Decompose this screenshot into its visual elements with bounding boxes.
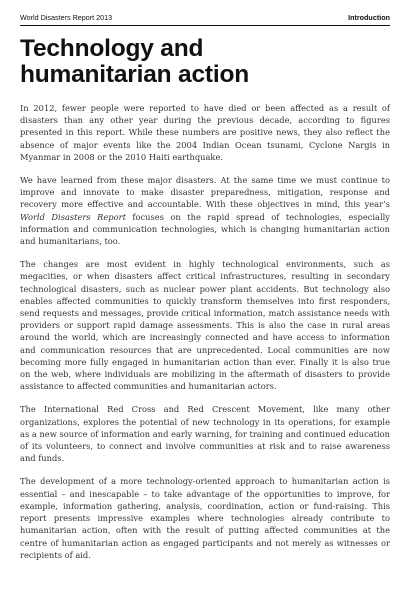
paragraph-2 [20, 174, 390, 247]
running-header [20, 13, 390, 26]
paragraph-1: In 2012, fewer people were reported to have died or been affected as a result of disasters than any other year during the previous decade, according to figures presented in this report. While these numbers are positive news, they also reflect the absence of major events like the 2004 Indian Ocean tsunami, Cyclone Nargis in Myanmar in 2008 or the 2010 Haiti earthquake. [20, 103, 390, 162]
paragraph-3: The changes are most evident in highly technological environments, such as megacities, or when disasters affect critical infrastructures, resulting in secondary technological disasters, such as nuclear power plant accidents. But technology also enables affected communities to quickly transform themselves into first responders, send requests and messages, provide critical information, match assistance needs with providers or support rapid damage assessments. This is also the case in rural areas around the world, which are increasingly connected and have access to information and communication resources that are unprecedented. Local communities are now becoming more fully engaged in humanitarian action than ever. Finally it is also true on the web, where individuals are mobilizing in the aftermath of disasters to provide assistance to affected communities and humanitarian actors. [20, 259, 390, 392]
page-title: Technology and humanitarian action [20, 35, 249, 88]
paragraph-2-end: focuses on the rapid spread of technologies, especially information and communication technologies, which is changing humanitarian action and humanitarians, too. [20, 211, 390, 247]
paragraph-5: The development of a more technology-oriented approach to humanitarian action is essential – and inescapable – to take advantage of the opportunities to improve, for example, information gathering, analysis, coordination, action or fund-raising. This report presents impressive examples where technologies already contribute to humanitarian action, often with the result of putting affected communities at the centre of humanitarian action as engaged participants and not merely as witnesses or recipients of aid. [20, 476, 390, 560]
body-text [20, 102, 390, 561]
report-page [20, 13, 390, 572]
report-title-italic: World Disasters Report [20, 211, 126, 222]
paragraph-2-start: We have learned from these major disasters. At the same time we must continue to improve and innovate to make disaster preparedness, mitigation, response and recovery more effective and accountable. With these objectives in mind, this year’s [20, 175, 390, 210]
section-name: Introduction [348, 13, 390, 22]
paragraph-4: The International Red Cross and Red Crescent Movement, like many other organizations, explores the potential of new technology in its operations, for example as a new source of information and early warning, for training and continued education of its volunteers, to connect and involve communities at risk and to raise awareness and funds. [20, 404, 390, 464]
publication-name: World Disasters Report 2013 [20, 13, 113, 22]
